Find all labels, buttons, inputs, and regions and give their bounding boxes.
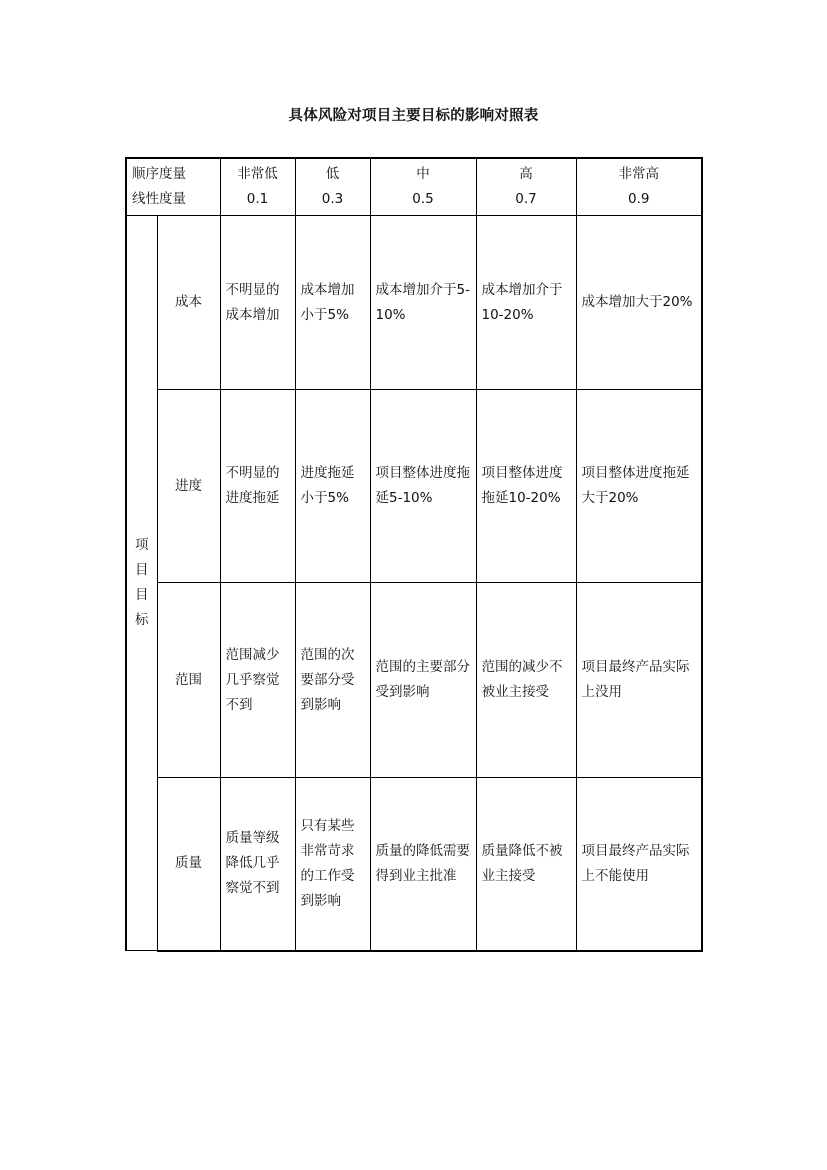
table-cell: 项目最终产品实际上不能使用 bbox=[576, 778, 702, 951]
table-cell: 质量等级降低几乎察觉不到 bbox=[220, 778, 295, 951]
table-cell: 不明显的进度拖延 bbox=[220, 390, 295, 583]
table-row-quality bbox=[126, 778, 702, 951]
level-name: 中 bbox=[416, 166, 430, 182]
level-very-high bbox=[576, 158, 702, 216]
level-very-low bbox=[220, 158, 295, 216]
dimension-label: 质量 bbox=[157, 778, 220, 951]
table-cell: 项目最终产品实际上没用 bbox=[576, 583, 702, 778]
level-value: 0.9 bbox=[628, 191, 650, 207]
table-cell: 成本增加大于20% bbox=[576, 216, 702, 390]
table-cell: 范围的减少不被业主接受 bbox=[476, 583, 576, 778]
page-title: 具体风险对项目主要目标的影响对照表 bbox=[288, 108, 539, 124]
level-name: 高 bbox=[519, 166, 533, 182]
level-high bbox=[476, 158, 576, 216]
table-cell: 成本增加介于10-20% bbox=[476, 216, 576, 390]
table-row-scope bbox=[126, 583, 702, 778]
level-name: 低 bbox=[325, 166, 340, 182]
table-cell: 进度拖延小于5% bbox=[295, 390, 370, 583]
table-cell: 成本增加小于5% bbox=[295, 216, 370, 390]
table-cell: 成本增加介于5-10% bbox=[370, 216, 476, 390]
level-value: 0.1 bbox=[246, 191, 269, 207]
table-cell: 质量降低不被业主接受 bbox=[476, 778, 576, 951]
group-label-project-objectives: 项 目 目 标 bbox=[126, 216, 157, 951]
dimension-label: 进度 bbox=[157, 390, 220, 583]
table-cell: 范围减少几乎察觉不到 bbox=[220, 583, 295, 778]
level-value: 0.7 bbox=[515, 191, 537, 207]
table-cell: 项目整体进度拖延5-10% bbox=[370, 390, 476, 583]
measure-label-cell bbox=[126, 158, 220, 216]
header-row bbox=[126, 158, 702, 216]
level-name: 非常低 bbox=[237, 166, 278, 182]
level-value: 0.5 bbox=[412, 191, 434, 207]
table-cell: 项目整体进度拖延10-20% bbox=[476, 390, 576, 583]
table-cell: 不明显的成本增加 bbox=[220, 216, 295, 390]
dimension-label: 范围 bbox=[157, 583, 220, 778]
table-row-cost bbox=[126, 216, 702, 390]
linear-measure-label: 线性度量 bbox=[132, 191, 186, 207]
level-name: 非常高 bbox=[618, 166, 659, 182]
table-cell: 范围的次要部分受到影响 bbox=[295, 583, 370, 778]
table-cell: 项目整体进度拖延大于20% bbox=[576, 390, 702, 583]
dimension-label: 成本 bbox=[157, 216, 220, 390]
table-cell: 范围的主要部分受到影响 bbox=[370, 583, 476, 778]
table-row-schedule bbox=[126, 390, 702, 583]
level-value: 0.3 bbox=[321, 191, 344, 207]
level-low bbox=[295, 158, 370, 216]
risk-impact-table bbox=[125, 157, 703, 952]
ordinal-measure-label: 顺序度量 bbox=[132, 166, 186, 182]
table-cell: 质量的降低需要得到业主批准 bbox=[370, 778, 476, 951]
table-cell: 只有某些非常苛求的工作受到影响 bbox=[295, 778, 370, 951]
level-medium bbox=[370, 158, 476, 216]
